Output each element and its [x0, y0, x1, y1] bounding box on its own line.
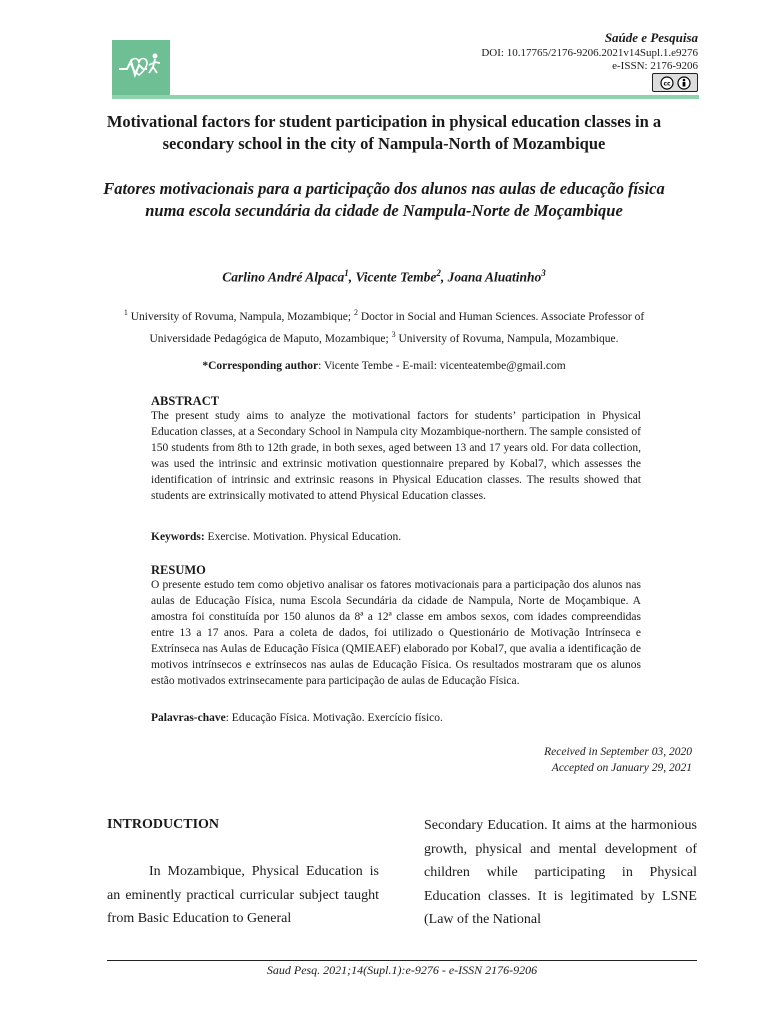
author-name: Carlino André Alpaca: [222, 269, 345, 285]
header-divider: [112, 95, 699, 99]
corresponding-author: [100, 360, 668, 372]
introduction-heading: INTRODUCTION: [107, 817, 220, 832]
body-column-left: In Mozambique, Physical Education is an eminently practical curricular subject taught from Basic Education to General: [107, 864, 379, 927]
corresponding-text: : Vicente Tembe - E-mail: vicenteatembe@gmail.com: [318, 360, 566, 372]
palavras-chave-text: : Educação Física. Motivação. Exercício físico.: [225, 712, 443, 724]
author-list: [100, 268, 668, 286]
affiliation-text: University of Rovuma, Nampula, Mozambique;: [127, 310, 354, 323]
corresponding-label: *Corresponding author: [202, 360, 319, 372]
footer-citation: Saud Pesq. 2021;14(Supl.1):e-9276 - e-ISSN 2176-9206: [266, 963, 538, 977]
author-separator: ,: [348, 269, 356, 285]
keywords-label: Keywords:: [151, 531, 205, 543]
affiliations: [110, 304, 658, 348]
author-sup: 2: [436, 268, 441, 278]
palavras-chave: [151, 712, 443, 724]
doi[interactable]: DOI: 10.17765/2176-9206.2021v14Supl.1.e9276: [481, 47, 698, 59]
affiliation-sup: 2: [353, 308, 358, 317]
eissn: e-ISSN: 2176-9206: [612, 60, 698, 72]
journal-logo: [112, 40, 170, 96]
palavras-chave-label: Palavras-chave: [151, 712, 226, 724]
article-title: Motivational factors for student participation in physical education classes in a secondary school in the city of Nampula-North of Mozambique: [106, 112, 662, 153]
received-date: Received in September 03, 2020: [544, 746, 692, 758]
affiliation-sup: 3: [391, 329, 396, 339]
author-sup: 3: [541, 268, 546, 278]
author-separator: ,: [440, 269, 448, 285]
cc-by-icon[interactable]: [652, 73, 698, 92]
journal-name: Saúde e Pesquisa: [604, 30, 698, 45]
author-name: Vicente Tembe: [355, 269, 437, 285]
heartbeat-runner-icon: [117, 51, 165, 86]
svg-text:cc: cc: [662, 80, 671, 87]
author-name: Joana Aluatinho: [447, 269, 542, 285]
footer-divider: [107, 960, 697, 961]
affiliation-sup: 1: [123, 308, 128, 317]
article-dates: [544, 744, 692, 776]
resumo-text: O presente estudo tem como objetivo analisar os fatores motivacionais para a participação dos alunos nas aulas de Educação Física, numa Escola Secundária da cidade de Nampula, Norte de Moçambique. A amostra foi constituída por 150 alunos da 8ª a 12ª classe em ambos sexos, com idades compreendidas entre 13 a 17 anos. Para a coleta de dados, foi utilizado o Questionário de Motivação Intrínseca e Extrínseca nas Aulas de Educação Física (QMIEAEF) elaborado por Kobal7, que avalia a identificação de motivos intrínsecos e extrínsecos nas aulas de Educação Física. Os resultados mostraram que os alunos estão motivados extrinsecamente para participação de aulas de Educação Física.: [151, 579, 641, 687]
resumo-heading: RESUMO: [151, 563, 206, 577]
keywords: [151, 531, 401, 543]
body-column-right: Secondary Education. It aims at the harmonious growth, physical and mental development of children while participating in Physical Education classes. It is legitimated by LSNE (Law of the National: [424, 818, 697, 928]
accepted-date: Accepted on January 29, 2021: [551, 762, 692, 774]
article-subtitle: Fatores motivacionais para a participação dos alunos nas aulas de educação física numa escola secundária da cidade de Nampula-Norte de Moçambique: [103, 179, 665, 220]
keywords-text: Exercise. Motivation. Physical Education.: [204, 531, 402, 543]
abstract-text: The present study aims to analyze the motivational factors for students’ participation in Physical Education classes, at a Secondary School in Nampula city Mozambique-northern. The sample consisted of 150 students from 8th to 12th grade, in both sexes, aged between 13 and 17 years old. For data collection, was used the intrinsic and extrinsic motivation questionnaire prepared by Kobal7, which assesses the identification of intrinsic and extrinsic reasons in Physical Education classes. The results showed that students are extrinsically motivated to attend Physical Education classes.: [151, 410, 642, 502]
affiliation-text: University of Rovuma, Nampula, Mozambique.: [395, 332, 619, 345]
author-sup: 1: [344, 268, 349, 278]
affiliation-text: Doctor in Social and Human Sciences. Associate Professor of Universidade Pedagógica de Maputo, Mozambique;: [149, 310, 645, 345]
abstract-heading: ABSTRACT: [151, 394, 220, 408]
